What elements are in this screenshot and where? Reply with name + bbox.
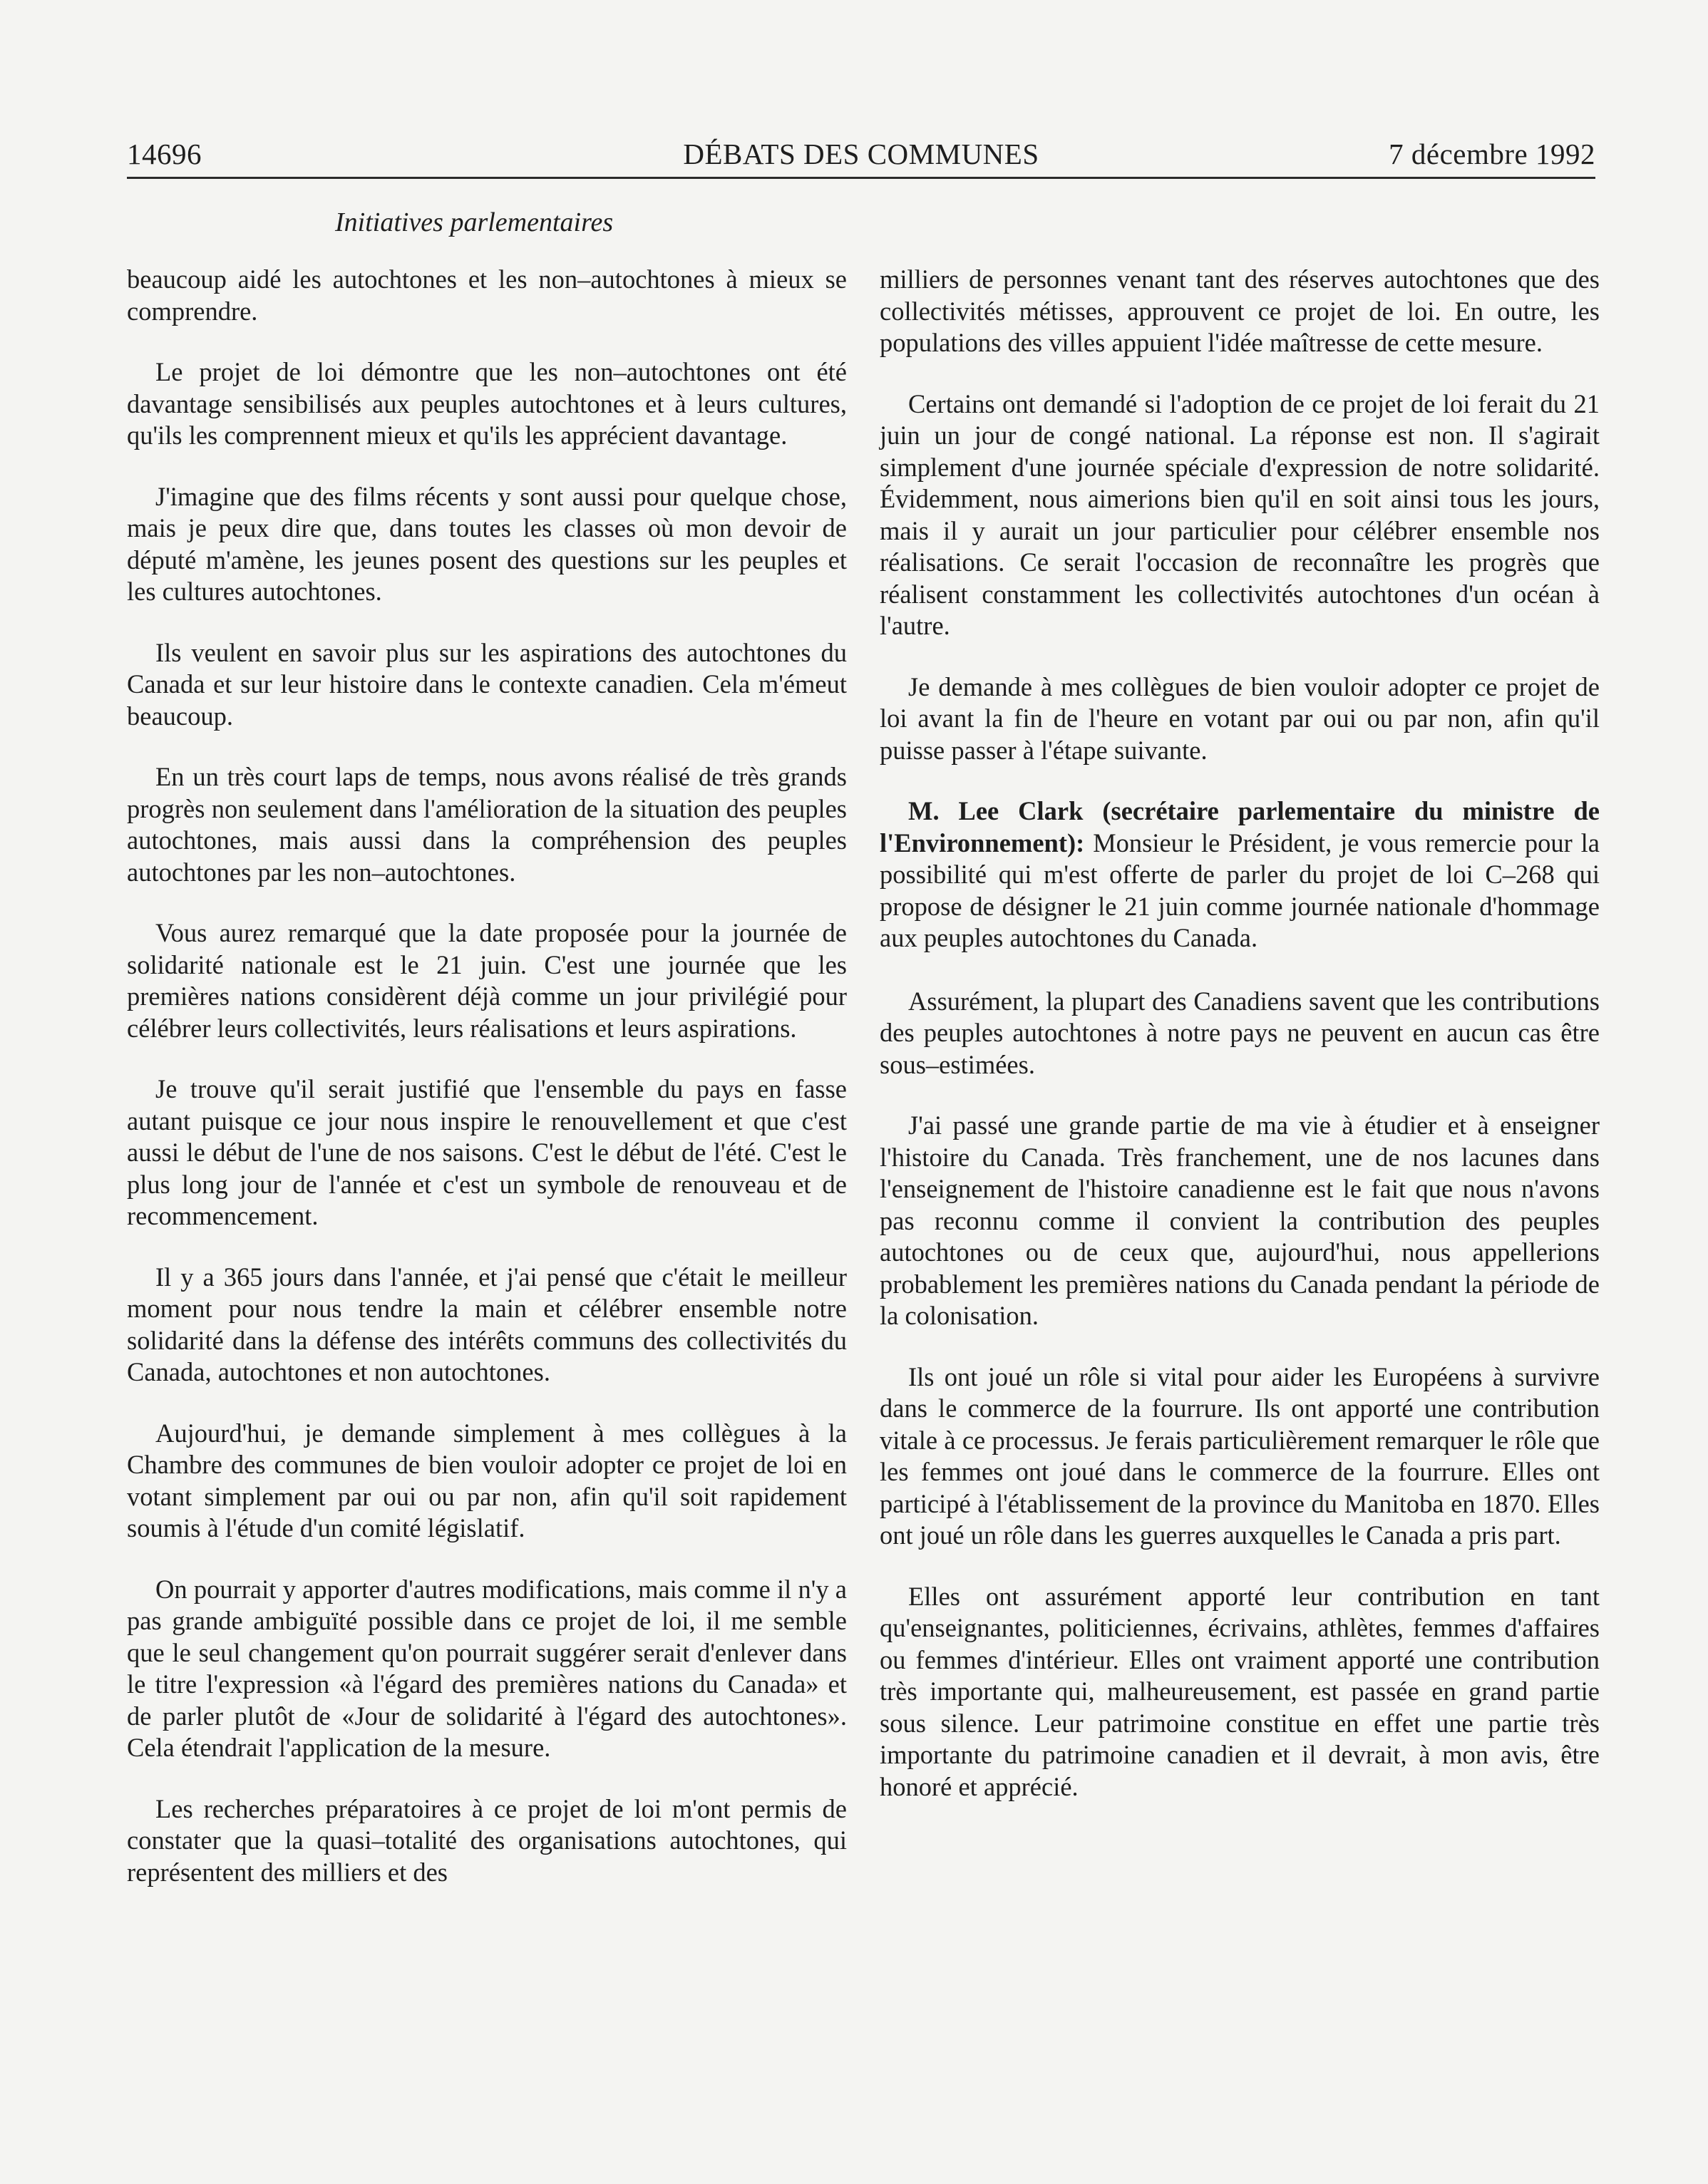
publication-date: 7 décembre 1992 xyxy=(1389,138,1595,170)
paragraph: Aujourd'hui, je demande simplement à mes collègues à la Chambre des communes de bien vouloir adopter ce projet de loi en votant simplement par oui ou par non, afin qu'il soit rapidement soumis à l'étude d'un comité législatif. xyxy=(127,1418,847,1542)
paragraph: Assurément, la plupart des Canadiens savent que les contributions des peuples autochtones à notre pays ne peuvent en aucun cas être sous–estimées. xyxy=(880,986,1600,1079)
paragraph: J'imagine que des films récents y sont aussi pour quelque chose, mais je peux dire que, dans toutes les classes où mon devoir de député m'amène, les jeunes posent des questions sur les peuples et les cultures autochtones. xyxy=(127,481,847,606)
paragraph: On pourrait y apporter d'autres modifications, mais comme il n'y a pas grande ambiguïté possible dans ce projet de loi, il me semble que le seul changement qu'on pourrait suggérer serait d'enlever dans le titre l'expression «à l'égard des premières nations du Canada» et de parler plutôt de «Jour de solidarité à l'égard des autochtones». Cela étendrait l'application de la mesure. xyxy=(127,1574,847,1762)
right-column xyxy=(880,264,1600,1832)
paragraph: Certains ont demandé si l'adoption de ce projet de loi ferait du 21 juin un jour de congé national. La réponse est non. Il s'agirait simplement d'une journée spéciale d'expression de notre solidarité. Évidemment, nous aimerions bien qu'il en soit ainsi tous les jours, mais il y aurait un jour particulier pour célébrer ensemble nos réalisations. Ce serait l'occasion de reconnaître les progrès que réalisent constamment les collectivités autochtones d'un océan à l'autre. xyxy=(880,388,1600,640)
speaker-name: M. Lee Clark (secrétaire parlementaire du ministre de l'Environnement): xyxy=(880,796,1600,857)
paragraph: Ils veulent en savoir plus sur les aspirations des autochtones du Canada et sur leur histoire dans le contexte canadien. Cela m'émeut beaucoup. xyxy=(127,637,847,731)
left-column xyxy=(127,264,847,1917)
page-header xyxy=(127,125,1595,179)
speaker-text: Monsieur le Président, je vous remercie pour la possibilité qui m'est offerte de parler du projet de loi C–268 qui propose de désigner le 21 juin comme journée nationale d'hommage aux peuples autochtones du Canada. xyxy=(880,828,1600,952)
page-number: 14696 xyxy=(127,138,202,170)
paragraph: Vous aurez remarqué que la date proposée pour la journée de solidarité nationale est le 21 juin. C'est une journée que les premières nations considèrent déjà comme un jour privilégié pour célébrer leurs collectivités, leurs réalisations et leurs aspirations. xyxy=(127,918,847,1043)
paragraph: Il y a 365 jours dans l'année, et j'ai pensé que c'était le meilleur moment pour nous tendre la main et célébrer ensemble notre solidarité dans la défense des intérêts communs des collectivités du Canada, autochtones et non autochtones. xyxy=(127,1262,847,1386)
paragraph: milliers de personnes venant tant des réserves autochtones que des collectivités métisses, approuvent ce projet de loi. En outre, les populations des villes appuient l'idée maîtresse de cette mesure. xyxy=(880,264,1600,357)
paragraph: J'ai passé une grande partie de ma vie à étudier et à enseigner l'histoire du Canada. Très franchement, une de nos lacunes dans l'enseignement de l'histoire canadienne est le fait que nous n'avons pas reconnu comme il convient la contribution des peuples autochtones ou de ceux que, aujourd'hui, nous appellerions probablement les premières nations du Canada pendant la période de la colonisation. xyxy=(880,1111,1600,1330)
publication-title: DÉBATS DES COMMUNES xyxy=(683,138,1039,170)
paragraph: Elles ont assurément apporté leur contribution en tant qu'enseignantes, politiciennes, écrivains, athlètes, femmes d'affaires ou femmes d'intérieur. Elles ont vraiment apporté une contribution très importante qui, malheureusement, est passée en grand partie sous silence. Leur patrimoine constitue en effet une partie très importante du patrimoine canadien et il devrait, à mon avis, être honoré et apprécié. xyxy=(880,1581,1600,1801)
paragraph: Ils ont joué un rôle si vital pour aider les Européens à survivre dans le commerce de la fourrure. Ils ont apporté une contribution vitale à ce processus. Je ferais particulièrement remarquer le rôle que les femmes ont joué dans le commerce de la fourrure. Elles ont participé à l'établissement de la province du Manitoba en 1870. Elles ont joué un rôle dans les guerres auxquelles le Canada a pris part. xyxy=(880,1361,1600,1550)
section-title: Initiatives parlementaires xyxy=(335,207,614,237)
paragraph: Je trouve qu'il serait justifié que l'ensemble du pays en fasse autant puisque ce jour nous inspire le renouvellement et que c'est aussi le début de l'une de nos saisons. C'est le début de l'été. C'est le plus long jour de l'année et c'est un symbole de renouveau et de recommencement. xyxy=(127,1074,847,1230)
paragraph: Je demande à mes collègues de bien vouloir adopter ce projet de loi avant la fin de l'heure en votant par oui ou par non, afin qu'il puisse passer à l'étape suivante. xyxy=(880,671,1600,765)
paragraph: Les recherches préparatoires à ce projet de loi m'ont permis de constater que la quasi–totalité des organisations autochtones, qui représentent des milliers et des xyxy=(127,1793,847,1887)
paragraph: Le projet de loi démontre que les non–autochtones ont été davantage sensibilisés aux peuples autochtones et à leurs cultures, qu'ils les comprennent mieux et qu'ils les apprécient davantage. xyxy=(127,357,847,450)
paragraph: En un très court laps de temps, nous avons réalisé de très grands progrès non seulement dans l'amélioration de la situation des peuples autochtones, mais aussi dans la compréhension des peuples autochtones par les non–autochtones. xyxy=(127,762,847,887)
speaker-paragraph xyxy=(880,795,1600,954)
paragraph: beaucoup aidé les autochtones et les non–autochtones à mieux se comprendre. xyxy=(127,264,847,326)
